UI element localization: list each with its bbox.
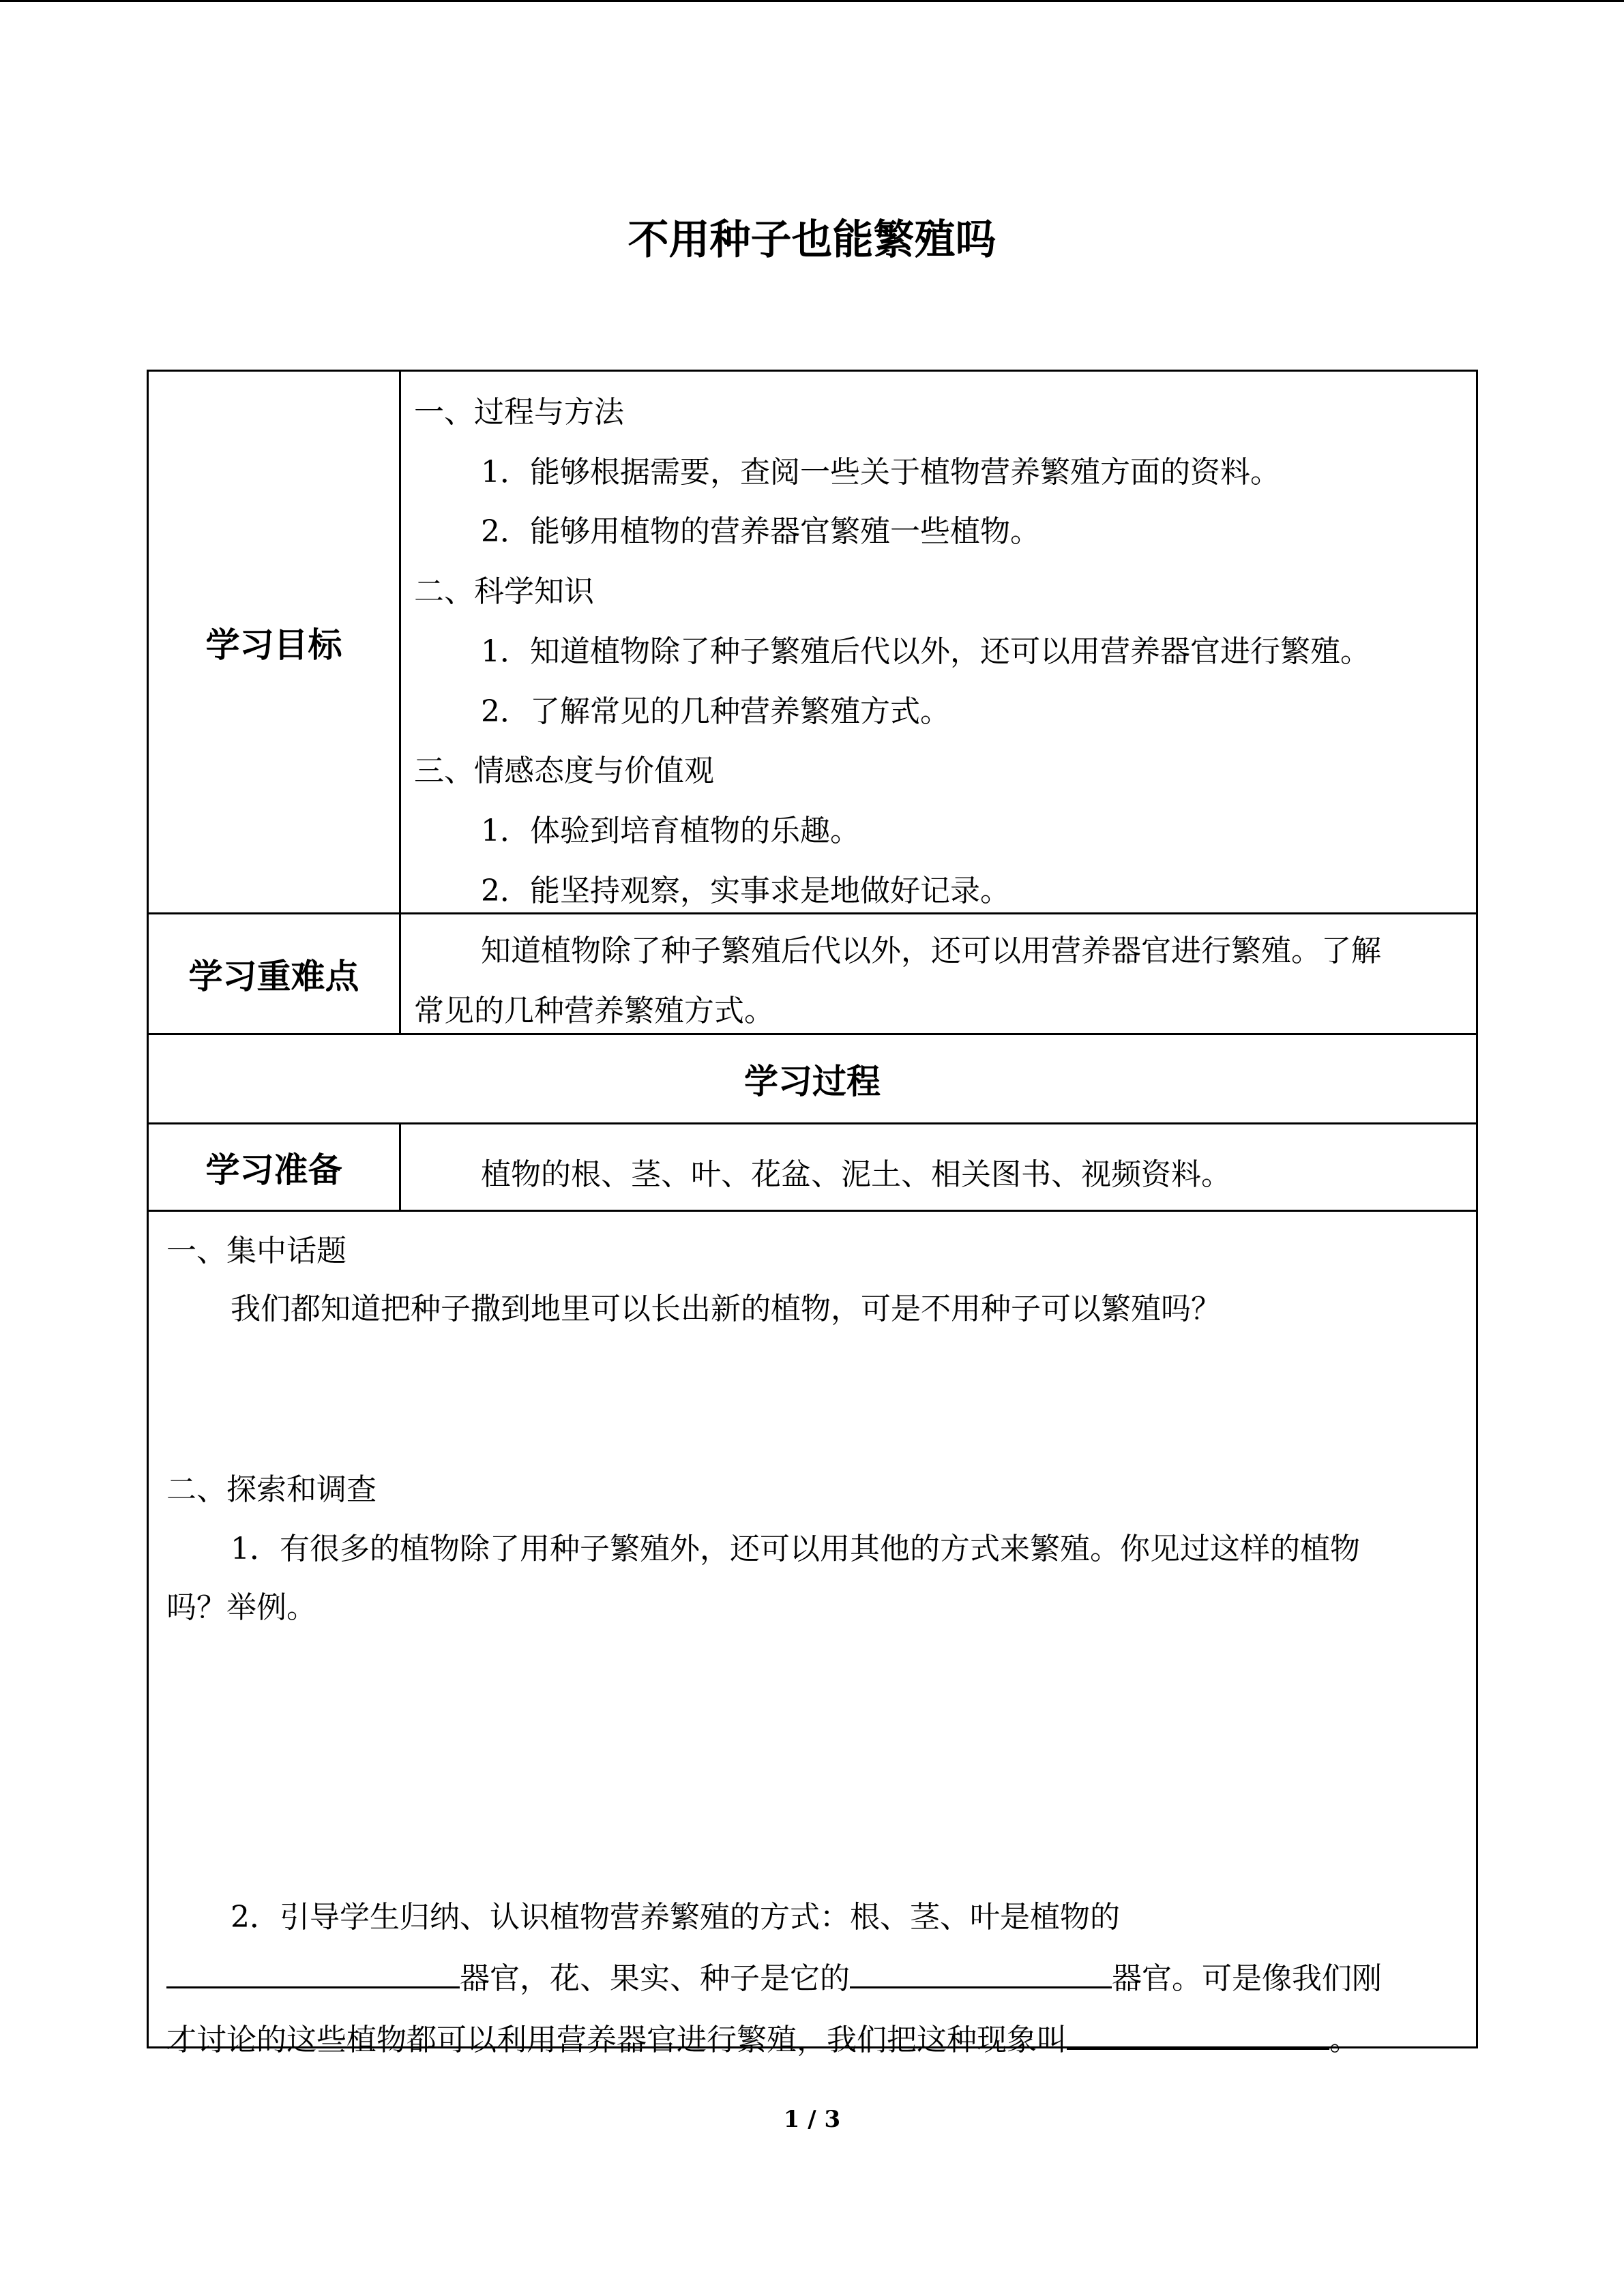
question1-text: 吗？举例。 — [166, 1590, 316, 1625]
page-top-border — [0, 0, 1624, 2]
preparation-text: 植物的根、茎、叶、花盆、泥土、相关图书、视频资料。 — [481, 1157, 1231, 1192]
column-divider — [399, 372, 401, 1033]
objectives-label: 学习目标 — [205, 625, 342, 665]
objectives-line: 二、科学知识 — [414, 574, 594, 609]
key-points-text: 常见的几种营养繁殖方式。 — [414, 994, 774, 1028]
column-divider — [399, 1122, 401, 1210]
page-number: 1 / 3 — [783, 2106, 841, 2133]
question2-text: 器官，花、果实、种子是它的 — [460, 1961, 850, 1996]
objectives-line: 2．能够用植物的营养器官繁殖一些植物。 — [481, 514, 1040, 549]
section1-heading: 一、集中话题 — [166, 1234, 346, 1268]
objectives-line: 1．能够根据需要，查阅一些关于植物营养繁殖方面的资料。 — [481, 455, 1280, 490]
key-points-label: 学习重难点 — [188, 957, 359, 996]
objectives-line: 一、过程与方法 — [414, 395, 624, 430]
page-title: 不用种子也能繁殖吗 — [628, 216, 996, 264]
question2-text: 器官。可是像我们刚 — [1112, 1961, 1382, 1996]
preparation-label: 学习准备 — [205, 1150, 342, 1190]
objectives-line: 三、情感态度与价值观 — [414, 754, 714, 788]
question1-text: 1．有很多的植物除了用种子繁殖外，还可以用其他的方式来繁殖。你见过这样的植物 — [231, 1532, 1360, 1566]
answer-blank[interactable] — [1067, 2011, 1329, 2050]
answer-blank[interactable] — [166, 1950, 460, 1988]
objectives-line: 1．知道植物除了种子繁殖后代以外，还可以用营养器官进行繁殖。 — [481, 634, 1370, 669]
process-header: 学习过程 — [744, 1062, 881, 1101]
section2-heading: 二、探索和调查 — [166, 1472, 377, 1507]
objectives-line: 1．体验到培育植物的乐趣。 — [481, 814, 860, 848]
section1-text: 我们都知道把种子撒到地里可以长出新的植物，可是不用种子可以繁殖吗？ — [231, 1292, 1221, 1326]
key-points-text: 知道植物除了种子繁殖后代以外，还可以用营养器官进行繁殖。了解 — [481, 934, 1381, 968]
row-divider — [149, 1210, 1476, 1212]
answer-blank[interactable] — [850, 1950, 1112, 1988]
objectives-line: 2．了解常见的几种营养繁殖方式。 — [481, 694, 950, 729]
question2-paragraph — [166, 1887, 1456, 2071]
question2-text: 2．引导学生归纳、认识植物营养繁殖的方式：根、茎、叶是植物的 — [231, 1900, 1120, 1935]
objectives-line: 2．能坚持观察，实事求是地做好记录。 — [481, 874, 1010, 908]
question2-text: 。 — [1329, 2023, 1359, 2057]
question2-text: 才讨论的这些植物都可以利用营养器官进行繁殖，我们把这种现象叫 — [166, 2023, 1067, 2057]
lesson-table — [147, 370, 1478, 2057]
